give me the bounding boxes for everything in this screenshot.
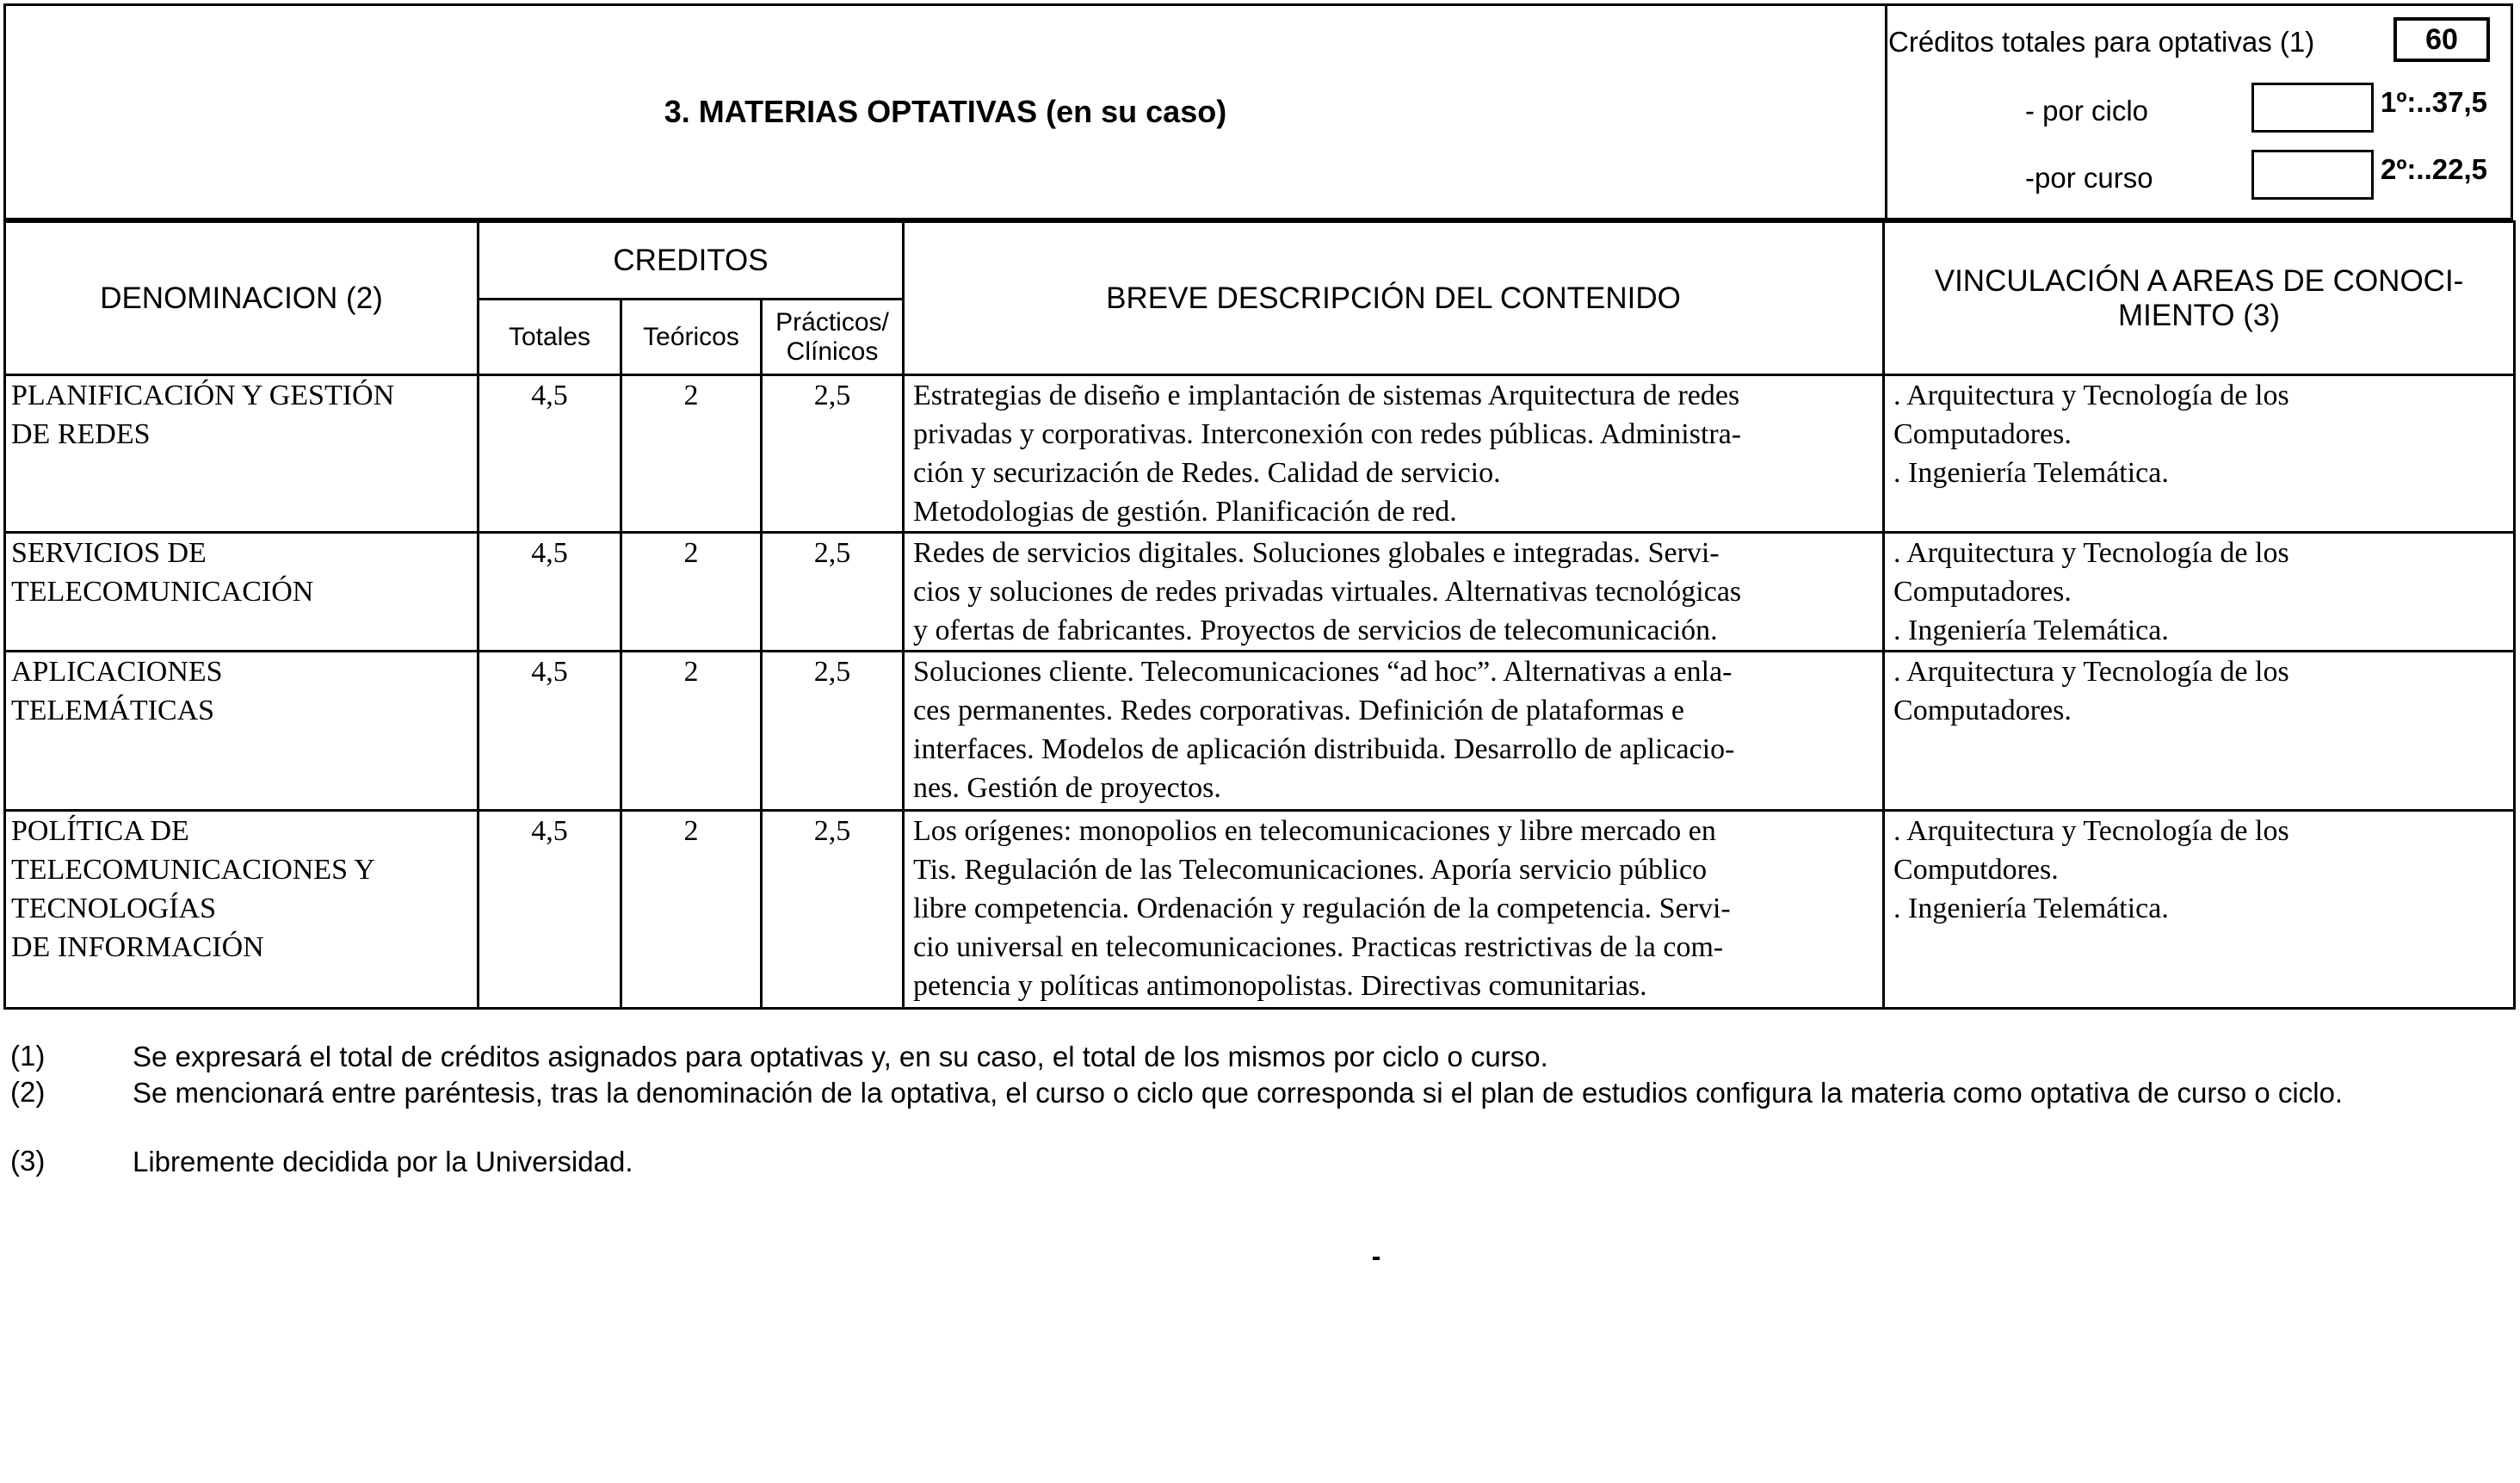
table-row [5, 652, 2515, 811]
cell-descripcion-line: ces permanentes. Redes corporativas. Definición de plataformas e [913, 695, 1684, 726]
cell-descripcion-line: petencia y políticas antimonopolistas. Directivas comunitarias. [913, 970, 1647, 1002]
cell-denominacion-line: TELECOMUNICACIÓN [11, 576, 314, 608]
cell-denominacion-line: DE INFORMACIÓN [11, 931, 264, 963]
header-totales: Totales [479, 300, 621, 375]
footnote-number: (3) [10, 1145, 46, 1177]
footnote-text: Libremente decidida por la Universidad. [133, 1146, 633, 1177]
header-vinculacion [1884, 222, 2515, 375]
header-creditos: CREDITOS [479, 222, 904, 300]
footnote-text: Se mencionará entre paréntesis, tras la denominación de la optativa, el curso o ciclo que corresponda si el plan de estudios configura la materia como optativa de curso o ciclo. [133, 1077, 2344, 1109]
cell-descripcion [904, 652, 1884, 811]
cell-descripcion-line: Soluciones cliente. Telecomunicaciones “ad hoc”. Alternativas a enla- [913, 656, 1732, 688]
footnote-text: Se expresará el total de créditos asignados para optativas y, en su caso, el total de los mismos por ciclo o curso. [133, 1041, 1548, 1072]
por-ciclo-value: 1º:..37,5 [2381, 86, 2487, 118]
cell-descripcion-line: libre competencia. Ordenación y regulación de la competencia. Servi- [913, 893, 1731, 924]
cell-descripcion-line: privadas y corporativas. Interconexión con redes públicas. Administra- [913, 418, 1742, 450]
footnote-item [10, 1076, 2515, 1145]
cell-vinculacion-line: . Ingeniería Telemática. [1893, 457, 2169, 489]
optativas-table [3, 220, 2516, 1010]
cell-vinculacion-line: Computadores. [1893, 576, 2072, 608]
cell-teoricos: 2 [621, 375, 762, 533]
header-descripcion: BREVE DESCRIPCIÓN DEL CONTENIDO [904, 222, 1884, 375]
cell-descripcion [904, 811, 1884, 1009]
footnote-number: (1) [10, 1040, 46, 1072]
table-row [5, 811, 2515, 1009]
footnote-item [10, 1040, 2515, 1076]
cell-descripcion-line: Estrategias de diseño e implantación de sistemas Arquitectura de redes [913, 380, 1740, 411]
cell-totales: 4,5 [479, 652, 621, 811]
cell-vinculacion-line: . Ingeniería Telemática. [1893, 615, 2169, 646]
cell-vinculacion-line: Computadores. [1893, 418, 2072, 450]
cell-vinculacion-line: . Arquitectura y Tecnología de los [1893, 380, 2289, 411]
cell-denominacion-line: APLICACIONES [11, 656, 223, 688]
cell-descripcion-line: nes. Gestión de proyectos. [913, 772, 1221, 804]
cell-totales: 4,5 [479, 533, 621, 652]
table-body [5, 375, 2515, 1009]
header-practicos [762, 300, 904, 375]
cell-teoricos: 2 [621, 533, 762, 652]
cell-denominacion [5, 652, 479, 811]
cell-vinculacion [1884, 375, 2515, 533]
credits-total-label: Créditos totales para optativas (1) [1888, 26, 2315, 58]
cell-denominacion [5, 375, 479, 533]
header-vinculacion-line2: MIENTO (3) [2118, 298, 2281, 332]
header-divider [1885, 6, 1887, 218]
cell-descripcion-line: Redes de servicios digitales. Soluciones globales e integradas. Servi- [913, 537, 1720, 569]
header-vinculacion-line1: VINCULACIÓN A AREAS DE CONOCI- [1934, 263, 2464, 298]
header-denominacion: DENOMINACION (2) [5, 222, 479, 375]
cell-vinculacion-line: . Arquitectura y Tecnología de los [1893, 656, 2289, 688]
cell-descripcion-line: ción y securización de Redes. Calidad de servicio. [913, 457, 1501, 489]
cell-vinculacion-line: . Arquitectura y Tecnología de los [1893, 815, 2289, 847]
header-practicos-line2: Clínicos [786, 337, 879, 366]
cell-vinculacion-line: . Arquitectura y Tecnología de los [1893, 537, 2289, 569]
cell-vinculacion-line: Computdores. [1893, 854, 2059, 886]
cell-denominacion-line: POLÍTICA DE [11, 815, 189, 847]
cell-totales: 4,5 [479, 811, 621, 1009]
cell-descripcion [904, 375, 1884, 533]
cell-vinculacion [1884, 652, 2515, 811]
header-teoricos: Teóricos [621, 300, 762, 375]
cell-practicos: 2,5 [762, 375, 904, 533]
footnote-number: (2) [10, 1076, 46, 1108]
table-row [5, 533, 2515, 652]
header-practicos-line1: Prácticos/ [775, 307, 889, 337]
por-curso-value: 2º:..22,5 [2381, 153, 2487, 185]
cell-practicos: 2,5 [762, 652, 904, 811]
cell-denominacion-line: DE REDES [11, 418, 151, 450]
cell-practicos: 2,5 [762, 811, 904, 1009]
cell-totales: 4,5 [479, 375, 621, 533]
cell-denominacion-line: TECNOLOGÍAS [11, 893, 216, 924]
cell-vinculacion [1884, 811, 2515, 1009]
cell-vinculacion-line: . Ingeniería Telemática. [1893, 893, 2169, 924]
cell-descripcion-line: Los orígenes: monopolios en telecomunicaciones y libre mercado en [913, 815, 1716, 847]
cell-teoricos: 2 [621, 652, 762, 811]
cell-denominacion-line: TELEMÁTICAS [11, 695, 215, 726]
cell-practicos: 2,5 [762, 533, 904, 652]
footnote-item [10, 1145, 2515, 1184]
cell-descripcion-line: y ofertas de fabricantes. Proyectos de servicios de telecomunicación. [913, 615, 1718, 646]
cell-descripcion [904, 533, 1884, 652]
por-curso-label: -por curso [2025, 162, 2153, 194]
table-row [5, 375, 2515, 533]
cell-descripcion-line: cios y soluciones de redes privadas virtuales. Alternativas tecnológicas [913, 576, 1742, 608]
cell-denominacion-line: SERVICIOS DE [11, 537, 207, 569]
scan-mark [1373, 1257, 1380, 1260]
cell-descripcion-line: cio universal en telecomunicaciones. Practicas restrictivas de la com- [913, 931, 1724, 963]
cell-vinculacion-line: Computadores. [1893, 695, 2072, 726]
section-title: 3. MATERIAS OPTATIVAS (en su caso) [664, 94, 1227, 129]
por-curso-box [2251, 150, 2374, 200]
por-ciclo-label: - por ciclo [2025, 95, 2149, 127]
cell-denominacion-line: TELECOMUNICACIONES Y [11, 854, 375, 886]
cell-teoricos: 2 [621, 811, 762, 1009]
cell-descripcion-line: Tis. Regulación de las Telecomunicaciones. Aporía servicio público [913, 854, 1708, 886]
footnotes [10, 1040, 2515, 1184]
cell-denominacion [5, 811, 479, 1009]
por-ciclo-box [2251, 83, 2374, 133]
cell-descripcion-line: interfaces. Modelos de aplicación distribuida. Desarrollo de aplicacio- [913, 733, 1735, 765]
cell-descripcion-line: Metodologias de gestión. Planificación de red. [913, 496, 1457, 528]
cell-denominacion [5, 533, 479, 652]
credits-total-value: 60 [2393, 17, 2490, 62]
cell-vinculacion [1884, 533, 2515, 652]
cell-denominacion-line: PLANIFICACIÓN Y GESTIÓN [11, 380, 395, 411]
